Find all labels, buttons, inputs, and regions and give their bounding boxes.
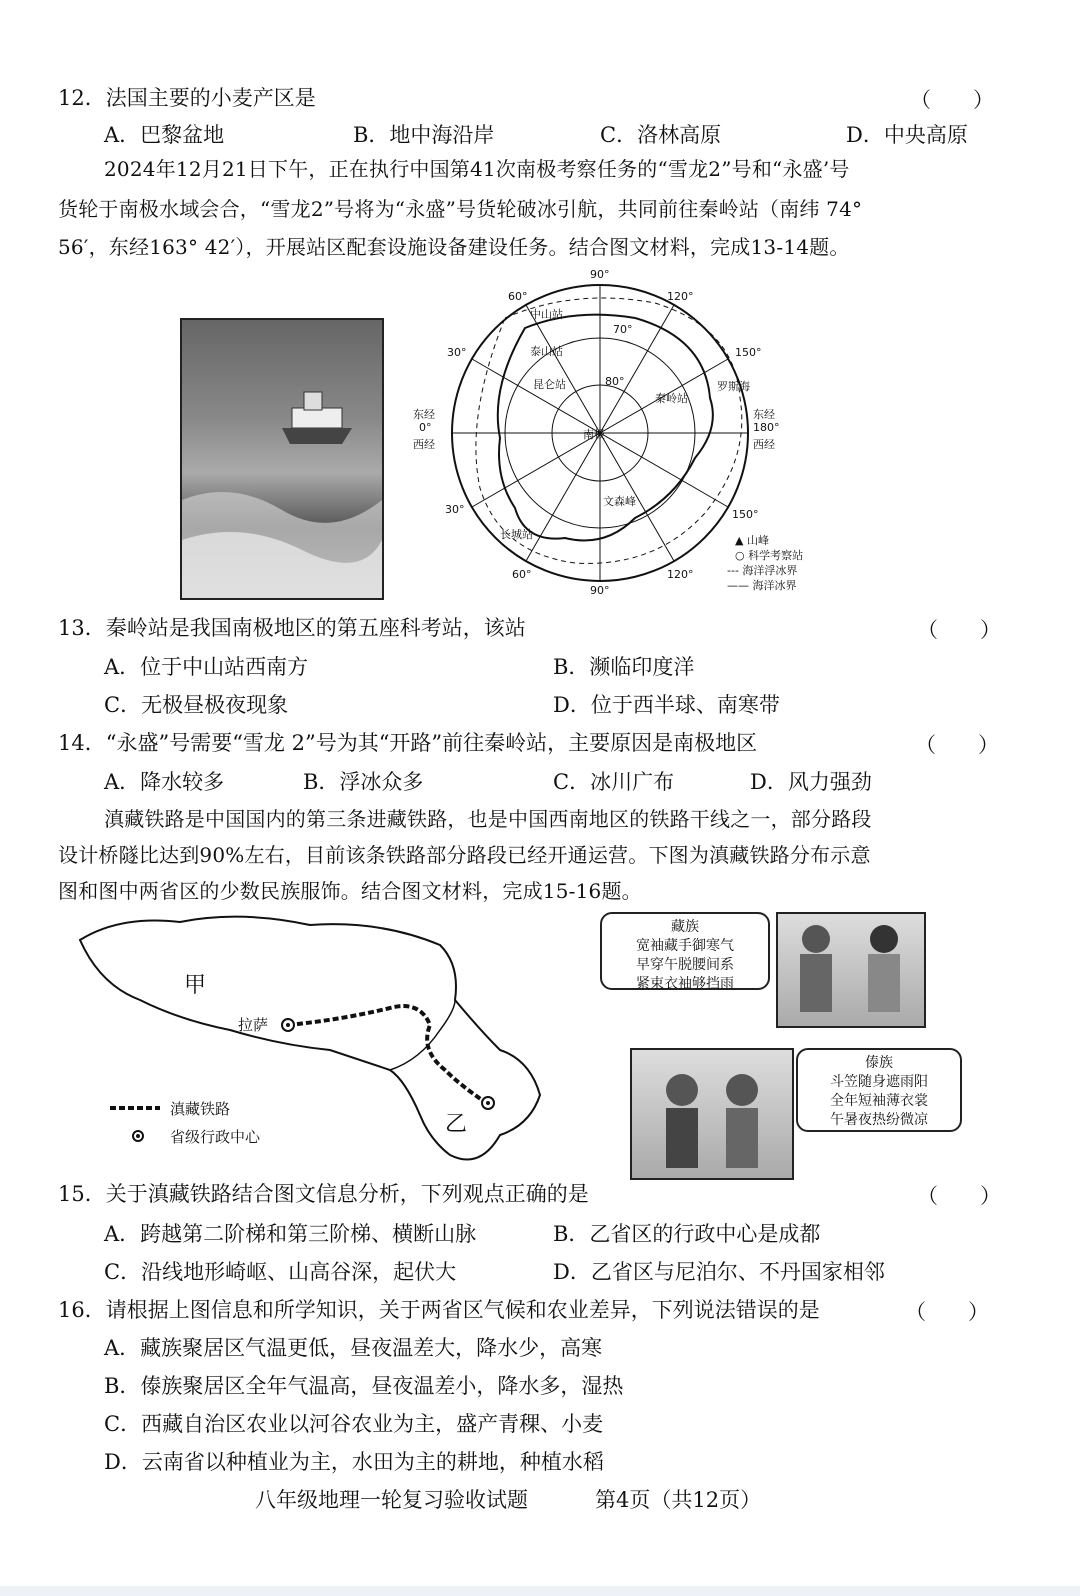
q13-option-c: C．无极昼极夜现象 [104, 693, 289, 717]
station-kunlun: 昆仑站 [533, 378, 566, 391]
legend-station: ○ 科学考察站 [735, 549, 804, 562]
q14-stem: 14．“永盛”号需要“雪龙 2”号为其“开路”前往秦岭站，主要原因是南极地区 [58, 731, 758, 755]
q14-paren: （ ） [915, 733, 999, 757]
q16-option-c: C．西藏自治区农业以河谷农业为主，盛产青稞、小麦 [104, 1412, 604, 1436]
q16-stem: 16．请根据上图信息和所学知识，关于两省区气候和农业差异，下列说法错误的是 [58, 1298, 820, 1322]
dai-text-1: 斗笠随身遮雨阳 [830, 1074, 928, 1090]
station-changcheng: 长城站 [500, 528, 533, 541]
dai-people-icon [632, 1050, 792, 1178]
antarctic-map [405, 268, 835, 598]
deg-120-bottom: 120° [667, 568, 694, 581]
dianzang-railway-map [60, 910, 560, 1175]
deg-60-bottom: 60° [512, 568, 532, 581]
legend-peak-label: 山峰 [746, 534, 769, 547]
q12-paren: （ ） [910, 88, 994, 112]
dai-text-2: 全年短袖薄衣裳 [830, 1093, 928, 1109]
q15-stem: 15．关于滇藏铁路结合图文信息分析，下列观点正确的是 [58, 1182, 589, 1206]
q12-option-b: B．地中海沿岸 [353, 123, 495, 147]
legend-floating-ice-label: 海洋浮冰界 [742, 564, 798, 577]
q16-option-a: A．藏族聚居区气温更低，昼夜温差大，降水少，高寒 [104, 1336, 603, 1360]
intro15-line1: 滇藏铁路是中国国内的第三条进藏铁路，也是中国西南地区的铁路干线之一，部分路段 [104, 807, 872, 831]
east-label-3: 西经 [413, 438, 435, 451]
deg-60-top: 60° [508, 290, 528, 303]
q13-paren: （ ） [917, 618, 1001, 642]
q14-option-b: B．浮冰众多 [303, 770, 424, 794]
legend-station-label: 科学考察站 [748, 549, 804, 562]
tibetan-text-3: 紧束衣袖够挡雨 [636, 976, 734, 992]
tibetan-text-2: 早穿午脱腰间系 [636, 957, 734, 973]
ship-icon [182, 320, 382, 598]
q12-stem: 12．法国主要的小麦产区是 [58, 86, 316, 110]
legend-peak: ▲ 山峰 [735, 534, 769, 547]
south-pole-label: 南极 [583, 428, 605, 441]
region-jia-label: 甲 [184, 973, 207, 998]
intro13-line2: 货轮于南极水域会合，“雪龙2”号将为“永盛”号货轮破冰引航，共同前往秦岭站（南纬 74° [58, 197, 863, 221]
west-label-1: 东经 [753, 408, 775, 421]
deg-30-top: 30° [447, 346, 467, 359]
legend-railway-label: 滇藏铁路 [170, 1100, 231, 1118]
east-label-2: 0° [419, 421, 432, 434]
q15-paren: （ ） [917, 1184, 1001, 1208]
deg-30-bottom: 30° [445, 503, 465, 516]
intro15-line3: 图和图中两省区的少数民族服饰。结合图文材料，完成15-16题。 [58, 879, 642, 903]
q14-option-c: C．冰川广布 [553, 770, 675, 794]
intro13-line1: 2024年12月21日下午，正在执行中国第41次南极考察任务的“雪龙2”号和“永盛’号 [104, 157, 850, 181]
legend-ice-line-label: 海洋冰界 [752, 579, 797, 592]
q12-option-d: D．中央高原 [846, 123, 968, 147]
q12-option-a: A．巴黎盆地 [104, 123, 225, 147]
legend-floating-ice: --- 海洋浮冰界 [727, 564, 798, 577]
q15-option-c: C．沿线地形崎岖、山高谷深，起伏大 [104, 1260, 457, 1284]
deg-150-top: 150° [735, 346, 762, 359]
region-yi-label: 乙 [445, 1112, 468, 1137]
tibetan-text-1: 宽袖藏手御寒气 [636, 938, 734, 954]
deg-90-bottom: 90° [590, 584, 610, 597]
station-qinling: 秦岭站 [655, 392, 688, 405]
q13-stem: 13．秦岭站是我国南极地区的第五座科考站，该站 [58, 616, 526, 640]
ross-sea-label: 罗斯海 [717, 380, 750, 393]
q13-option-b: B．濒临印度洋 [553, 655, 695, 679]
deg-120-top: 120° [667, 290, 694, 303]
q14-option-a: A．降水较多 [104, 770, 225, 794]
q13-option-a: A．位于中山站西南方 [104, 655, 309, 679]
icebreaker-photo [180, 318, 384, 600]
station-taishan: 泰山站 [530, 345, 563, 358]
dai-bubble [796, 1048, 962, 1132]
footer-page: 第4页（共12页） [595, 1488, 762, 1512]
deg-150-bottom: 150° [732, 508, 759, 521]
intro13-line3: 56′，东经163° 42′），开展站区配套设施设备建设任务。结合图文材料，完成13-14题。 [58, 235, 850, 259]
legend-ice-line: —— 海洋冰界 [727, 579, 797, 592]
east-label-1: 东经 [413, 408, 435, 421]
q16-option-b: B．傣族聚居区全年气温高，昼夜温差小，降水多，湿热 [104, 1374, 624, 1398]
station-zhongshan: 中山站 [530, 308, 563, 321]
dai-text-3: 午暑夜热纷微凉 [830, 1112, 928, 1128]
q16-paren: （ ） [905, 1300, 989, 1324]
footer-title: 八年级地理一轮复习验收试题 [255, 1488, 528, 1512]
q13-option-d: D．位于西半球、南寒带 [553, 693, 780, 717]
deg-80: 80° [605, 375, 625, 388]
west-label-3: 西经 [753, 438, 775, 451]
lhasa-label: 拉萨 [238, 1016, 269, 1034]
bottom-bar [0, 1586, 1080, 1596]
dai-costume-image [630, 1048, 794, 1180]
tibetan-costume-image [776, 912, 926, 1028]
deg-90-top: 90° [590, 268, 610, 281]
q15-option-a: A．跨越第二阶梯和第三阶梯、横断山脉 [104, 1222, 477, 1246]
intro15-line2: 设计桥隧比达到90%左右，目前该条铁路部分路段已经开通运营。下图为滇藏铁路分布示意 [58, 843, 871, 867]
q15-option-d: D．乙省区与尼泊尔、不丹国家相邻 [553, 1260, 885, 1284]
vinson-label: 文森峰 [603, 495, 636, 508]
q15-option-b: B．乙省区的行政中心是成都 [553, 1222, 821, 1246]
west-label-2: 180° [753, 421, 780, 434]
deg-70: 70° [613, 323, 633, 336]
q14-option-d: D．风力强劲 [750, 770, 872, 794]
q12-option-c: C．洛林高原 [600, 123, 722, 147]
legend-capital-label: 省级行政中心 [170, 1128, 261, 1146]
tibetan-people-icon [778, 914, 924, 1026]
q16-option-d: D．云南省以种植业为主，水田为主的耕地，种植水稻 [104, 1450, 604, 1474]
tibetan-title: 藏族 [671, 919, 699, 935]
dai-title: 傣族 [865, 1055, 893, 1071]
tibetan-bubble [600, 912, 770, 990]
